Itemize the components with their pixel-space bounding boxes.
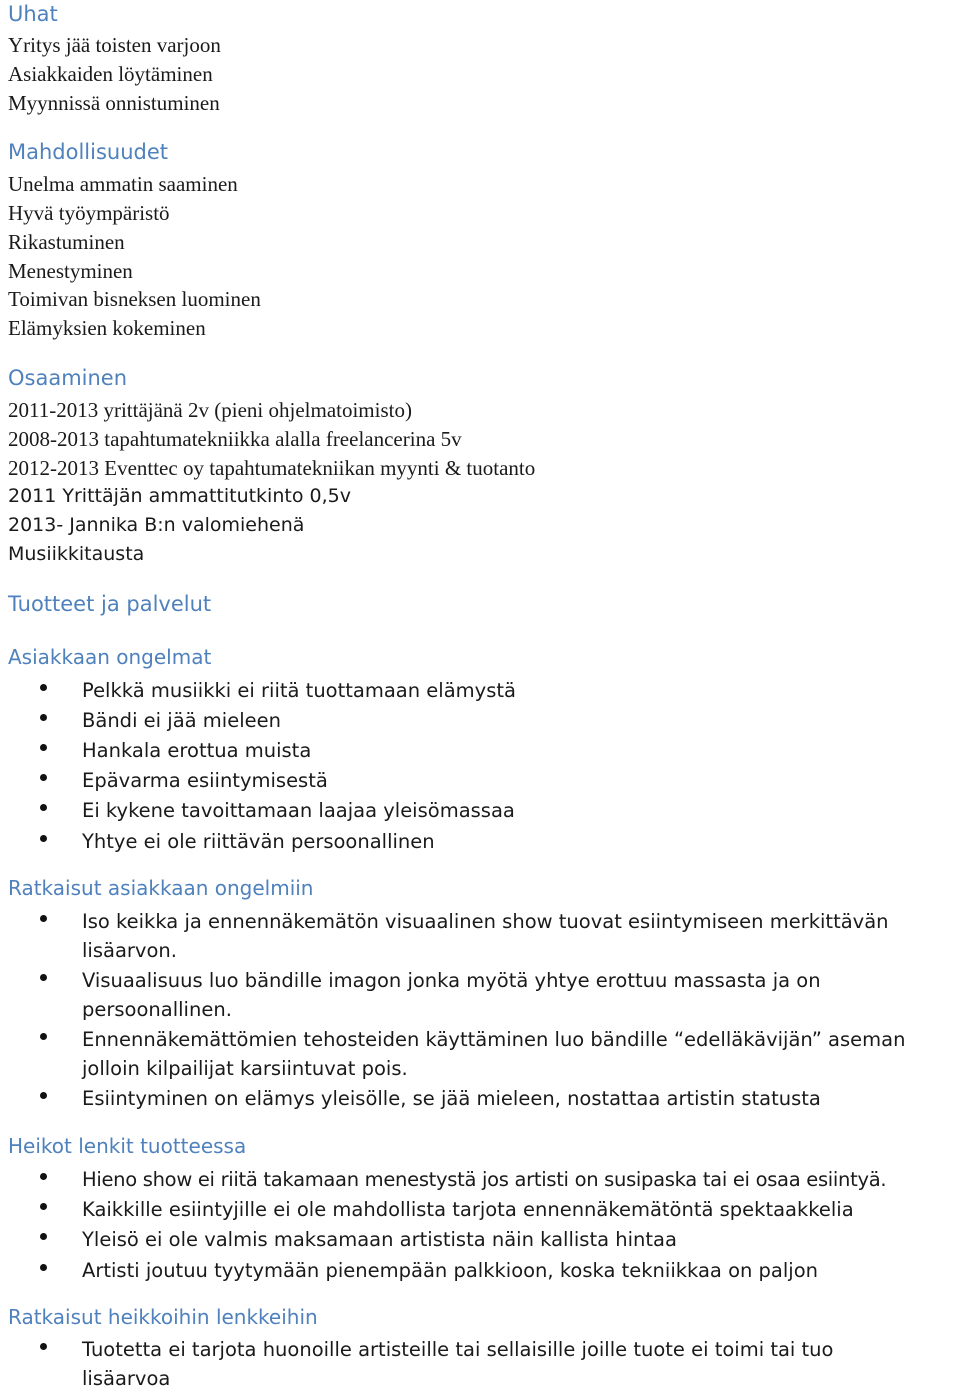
list-item-text: Iso keikka ja ennennäkemätön visuaalinen show tuovat esiintymiseen merkittävän lisäarvon.	[82, 910, 889, 962]
bullet-icon	[40, 915, 47, 922]
heading-heikot-lenkit: Heikot lenkit tuotteessa	[8, 1134, 247, 1158]
uhat-item: Asiakkaiden löytäminen	[8, 62, 213, 86]
mahdollisuudet-item: Rikastuminen	[8, 230, 125, 254]
list-item-text: Bändi ei jää mieleen	[82, 709, 281, 732]
osaaminen-item: 2008-2013 tapahtumatekniikka alalla freelancerina 5v	[8, 427, 462, 451]
list-item-text: Hankala erottua muista	[82, 739, 312, 762]
bullet-icon	[40, 1343, 47, 1350]
bullet-icon	[40, 974, 47, 981]
mahdollisuudet-item: Menestyminen	[8, 259, 133, 283]
list-item-text: Tuotetta ei tarjota huonoille artisteille tai sellaisille joille tuote ei toimi tai tuo lisäarvoa	[82, 1338, 834, 1390]
list-item-text: Visuaalisuus luo bändille imagon jonka myötä yhtye erottuu massasta ja on persoonallinen.	[82, 969, 821, 1021]
bullet-icon	[40, 714, 47, 721]
osaaminen-item: 2011 Yrittäjän ammattitutkinto 0,5v	[8, 485, 351, 507]
bullet-icon	[40, 1264, 47, 1271]
osaaminen-item: 2011-2013 yrittäjänä 2v (pieni ohjelmatoimisto)	[8, 398, 412, 422]
heading-osaaminen: Osaaminen	[8, 366, 128, 390]
heading-ratkaisut: Ratkaisut asiakkaan ongelmiin	[8, 876, 314, 900]
uhat-item: Yritys jää toisten varjoon	[8, 33, 221, 57]
list-item-text: Hieno show ei riitä takamaan menestystä jos artisti on susipaska tai ei osaa esiintyä.	[82, 1168, 887, 1191]
list-item-text: Kaikkille esiintyjille ei ole mahdollista tarjota ennennäkemätöntä spektaakkelia	[82, 1198, 854, 1221]
heading-mahdollisuudet: Mahdollisuudet	[8, 140, 169, 164]
bullet-icon	[40, 1233, 47, 1240]
bullet-icon	[40, 684, 47, 691]
heading-ratkaisut-heikkoihin: Ratkaisut heikkoihin lenkkeihin	[8, 1305, 318, 1329]
list-item-text: Yleisö ei ole valmis maksamaan artistista näin kallista hintaa	[82, 1228, 677, 1251]
list-item-text: Artisti joutuu tyytymään pienempään palkkioon, koska tekniikkaa on paljon	[82, 1259, 819, 1282]
mahdollisuudet-item: Elämyksien kokeminen	[8, 316, 206, 340]
bullet-icon	[40, 835, 47, 842]
bullet-icon	[40, 1203, 47, 1210]
mahdollisuudet-item: Unelma ammatin saaminen	[8, 172, 238, 196]
list-item-text: Yhtye ei ole riittävän persoonallinen	[82, 830, 435, 853]
bullet-icon	[40, 1173, 47, 1180]
bullet-icon	[40, 804, 47, 811]
mahdollisuudet-item: Toimivan bisneksen luominen	[8, 287, 261, 311]
uhat-item: Myynnissä onnistuminen	[8, 91, 220, 115]
osaaminen-item: Musiikkitausta	[8, 543, 145, 565]
list-item-text: Esiintyminen on elämys yleisölle, se jää mieleen, nostattaa artistin statusta	[82, 1087, 821, 1110]
osaaminen-item: 2012-2013 Eventtec oy tapahtumatekniikan myynti & tuotanto	[8, 456, 536, 480]
mahdollisuudet-item: Hyvä työympäristö	[8, 201, 170, 225]
list-item-text: Ei kykene tavoittamaan laajaa yleisömassaa	[82, 799, 515, 822]
bullet-icon	[40, 1092, 47, 1099]
list-item-text: Epävarma esiintymisestä	[82, 769, 328, 792]
list-item-text: Ennennäkemättömien tehosteiden käyttäminen luo bändille “edelläkävijän” aseman jolloin kilpailijat karsiintuvat pois.	[82, 1028, 906, 1080]
list-item-text: Pelkkä musiikki ei riitä tuottamaan elämystä	[82, 679, 516, 702]
osaaminen-item: 2013- Jannika B:n valomiehenä	[8, 514, 305, 536]
heading-uhat: Uhat	[8, 2, 58, 26]
heading-asiakkaan-ongelmat: Asiakkaan ongelmat	[8, 645, 212, 669]
bullet-icon	[40, 744, 47, 751]
bullet-icon	[40, 1033, 47, 1040]
bullet-icon	[40, 774, 47, 781]
heading-tuotteet: Tuotteet ja palvelut	[8, 592, 212, 616]
